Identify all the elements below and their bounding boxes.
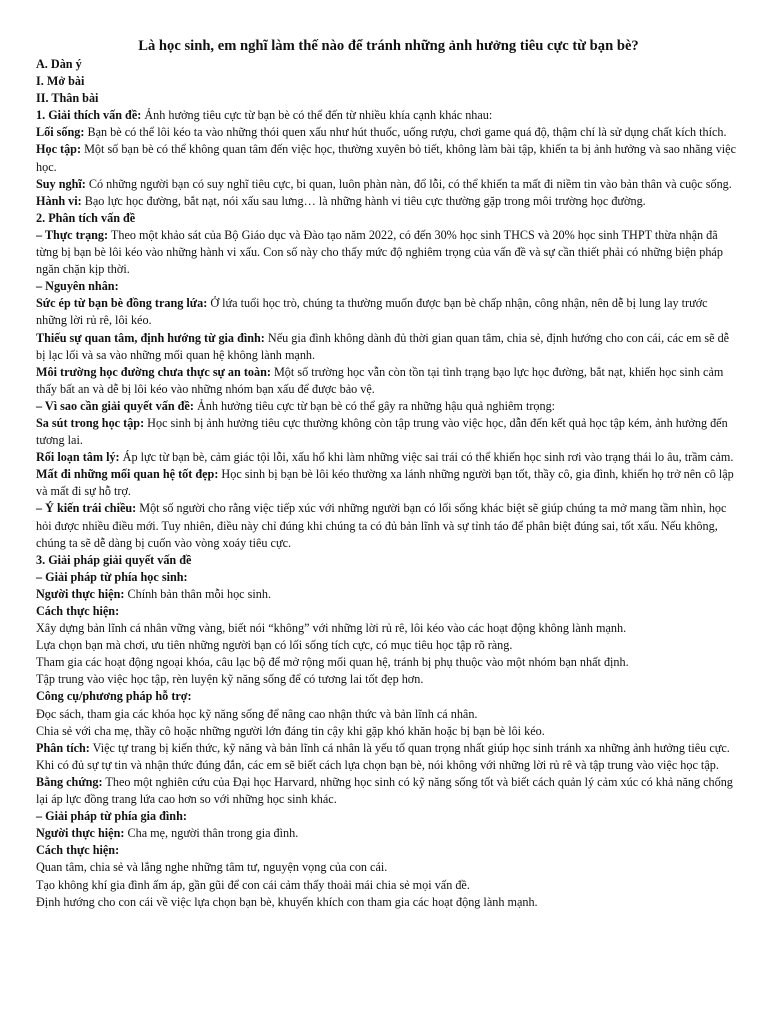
paragraph-label: A. Dàn ý <box>36 57 82 71</box>
paragraph <box>36 141 741 175</box>
paragraph <box>36 398 741 415</box>
paragraph-label: Cách thực hiện: <box>36 843 120 858</box>
paragraph-text: Quan tâm, chia sẻ và lắng nghe những tâm tư, nguyện vọng của con cái. <box>36 860 388 875</box>
paragraph <box>36 569 741 586</box>
paragraph-label: – Ý kiến trái chiều: <box>36 501 137 516</box>
paragraph <box>36 193 741 210</box>
paragraph <box>36 176 741 193</box>
paragraph-label: Mất đi những mối quan hệ tốt đẹp: <box>36 467 219 482</box>
paragraph-label: Rối loạn tâm lý: <box>36 450 120 465</box>
paragraph-label: Bằng chứng: <box>36 774 103 789</box>
paragraph-label: Người thực hiện: <box>36 826 125 841</box>
paragraph-text: Lựa chọn bạn mà chơi, ưu tiên những người bạn có lối sống tích cực, có mục tiêu học tập rõ ràng. <box>36 638 513 653</box>
paragraph-text: Ảnh hưởng tiêu cực từ bạn bè có thể đến từ nhiều khía cạnh khác nhau: <box>141 108 493 123</box>
paragraph <box>36 774 741 808</box>
paragraph-label: Lối sống: <box>36 125 85 140</box>
paragraph <box>36 620 741 637</box>
paragraph-label: Suy nghĩ: <box>36 176 86 191</box>
paragraph <box>36 552 741 569</box>
paragraph <box>36 740 741 774</box>
paragraph <box>36 586 741 603</box>
paragraph <box>36 706 741 723</box>
paragraph-text: Bạn bè có thể lôi kéo ta vào những thói quen xấu như hút thuốc, uống rượu, chơi game quá độ, thậm chí là sử dụng chất kích thích. <box>84 125 727 140</box>
paragraph <box>36 364 741 398</box>
paragraph-label: – Thực trạng: <box>36 227 109 242</box>
paragraph <box>36 842 741 859</box>
paragraph-label: Môi trường học đường chưa thực sự an toàn: <box>36 364 271 379</box>
paragraph-text: Theo một nghiên cứu của Đại học Harvard, những học sinh có kỹ năng sống tốt và biết cách quản lý cảm xúc có khả năng chống lại áp lực đồng trang lứa cao hơn so với những học sinh khác. <box>36 774 733 807</box>
paragraph-label: Hành vi: <box>36 193 82 208</box>
paragraph-label: I. Mở bài <box>36 74 85 89</box>
paragraph <box>36 210 741 227</box>
paragraph-label: Người thực hiện: <box>36 586 125 601</box>
paragraph <box>36 859 741 876</box>
paragraph-label: Cách thực hiện: <box>36 604 120 618</box>
paragraph-text: Chia sẻ với cha mẹ, thầy cô hoặc những người lớn đáng tin cậy khi gặp khó khăn hoặc bị bạn bè lôi kéo. <box>36 723 545 738</box>
paragraph-text: Chính bản thân mỗi học sinh. <box>124 586 271 601</box>
paragraph-text: Tham gia các hoạt động ngoại khóa, câu lạc bộ để mở rộng mối quan hệ, tránh bị phụ thuộc vào một nhóm bạn nhất định. <box>36 655 629 670</box>
paragraph-text: Theo một khảo sát của Bộ Giáo dục và Đào tạo năm 2022, có đến 30% học sinh THCS và 20% học sinh THPT thừa nhận đã từng bị bạn bè lôi kéo vào những hành vi xấu. Con số này cho thấy mức độ nghiêm trọng của vấn đề và sự cần thiết phải có những biện pháp ngăn chặn kịp thời. <box>36 227 723 277</box>
paragraph <box>36 894 741 911</box>
paragraph <box>36 90 741 107</box>
paragraph <box>36 723 741 740</box>
paragraph <box>36 688 741 705</box>
paragraph <box>36 107 741 124</box>
paragraph-text: Định hướng cho con cái về việc lựa chọn bạn bè, khuyến khích con tham gia các hoạt động lành mạnh. <box>36 894 538 909</box>
paragraph-label: Sa sút trong học tập: <box>36 415 145 430</box>
paragraph <box>36 877 741 894</box>
paragraph-text: Ở lứa tuổi học trò, chúng ta thường muốn được bạn bè chấp nhận, công nhận, nên dễ bị lung lay trước những lời rủ rê, lôi kéo. <box>36 296 708 328</box>
paragraph-text: Tập trung vào việc học tập, rèn luyện kỹ năng sống để có tương lai tốt đẹp hơn. <box>36 672 424 687</box>
paragraph-text: Xây dựng bản lĩnh cá nhân vững vàng, biết nói “không” với những lời rủ rê, lôi kéo vào các hoạt động không lành mạnh. <box>36 621 627 636</box>
paragraph-text: Bạo lực học đường, bắt nạt, nói xấu sau lưng… là những hành vi tiêu cực thường gặp trong môi trường học đường. <box>81 193 646 208</box>
paragraph-text: Học sinh bị ảnh hưởng tiêu cực thường không còn tập trung vào việc học, dẫn đến kết quả học tập kém, ảnh hưởng đến tương lai. <box>36 415 728 448</box>
paragraph-text: Một số trường học vẫn còn tồn tại tình trạng bạo lực học đường, bắt nạt, khiến học sinh cảm thấy bất an và dễ bị lôi kéo vào những nhóm bạn xấu để được bảo vệ. <box>36 364 724 396</box>
paragraph-text: Áp lực từ bạn bè, cảm giác tội lỗi, xấu hổ khi làm những việc sai trái có thể khiến học sinh rơi vào trạng thái lo âu, trầm cảm. <box>119 450 734 465</box>
paragraph-label: II. Thân bài <box>36 91 99 106</box>
paragraph-label: – Vì sao cần giải quyết vấn đề: <box>36 398 194 413</box>
paragraph-label: 1. Giải thích vấn đề: <box>36 108 142 123</box>
document-title: Là học sinh, em nghĩ làm thế nào để tránh những ảnh hưởng tiêu cực từ bạn bè? <box>138 38 639 54</box>
paragraph-label: 3. Giải pháp giải quyết vấn đề <box>36 552 192 567</box>
paragraph <box>36 227 741 278</box>
paragraph <box>36 415 741 449</box>
paragraph <box>36 637 741 654</box>
paragraph <box>36 330 741 364</box>
paragraph-text: Việc tự trang bị kiến thức, kỹ năng và bản lĩnh cá nhân là yếu tố quan trọng nhất giúp học sinh tránh xa những ảnh hưởng tiêu cực. Khi có đủ sự tự tin và nhận thức đúng đắn, các em sẽ biết cách lựa chọn bạn bè, nói không với những lời rủ rê và tập trung vào việc học tập. <box>36 740 730 772</box>
paragraph <box>36 808 741 825</box>
paragraph <box>36 654 741 671</box>
paragraph-label: – Giải pháp từ phía gia đình: <box>36 809 187 824</box>
paragraph-label: – Nguyên nhân: <box>36 279 119 294</box>
paragraph-label: 2. Phân tích vấn đề <box>36 210 136 225</box>
paragraph-text: Một số người cho rằng việc tiếp xúc với những người bạn có lối sống khác biệt sẽ giúp chúng ta mở mang tầm nhìn, học hỏi được nhiều điều mới. Tuy nhiên, điều này chỉ đúng khi chúng ta có đủ bản lĩnh và sự tỉnh táo để phân biệt đúng sai, tốt xấu. Nếu không, chúng ta sẽ dễ dàng bị cuốn vào vòng xoáy tiêu cực. <box>36 501 727 550</box>
paragraph-label: Công cụ/phương pháp hỗ trợ: <box>36 689 192 704</box>
paragraph <box>36 603 741 620</box>
paragraph <box>36 466 741 500</box>
paragraph-text: Có những người bạn có suy nghĩ tiêu cực, bi quan, luôn phàn nàn, đổ lỗi, có thể khiến ta mất đi niềm tin vào bản thân và cuộc sống. <box>85 176 732 191</box>
paragraph-label: – Giải pháp từ phía học sinh: <box>36 569 188 584</box>
paragraph <box>36 124 741 141</box>
paragraph <box>36 56 741 73</box>
paragraph <box>36 73 741 90</box>
paragraph-label: Thiếu sự quan tâm, định hướng từ gia đình: <box>36 330 265 345</box>
paragraph-text: Cha mẹ, người thân trong gia đình. <box>124 826 299 841</box>
paragraph-text: Ảnh hưởng tiêu cực từ bạn bè có thể gây ra những hậu quả nghiêm trọng: <box>193 398 556 413</box>
paragraph <box>36 825 741 842</box>
paragraph-label: Phân tích: <box>36 740 90 755</box>
paragraph <box>36 671 741 688</box>
paragraph-text: Học sinh bị bạn bè lôi kéo thường xa lánh những người bạn tốt, thầy cô, gia đình, khiến họ trở nên cô lập và mất đi sự hỗ trợ. <box>36 467 734 499</box>
paragraph-text: Nếu gia đình không dành đủ thời gian quan tâm, chia sẻ, định hướng cho con cái, các em sẽ dễ bị lạc lối và sa vào những mối quan hệ không lành mạnh. <box>36 330 730 362</box>
paragraph-text: Một số bạn bè có thể không quan tâm đến việc học, thường xuyên bỏ tiết, không làm bài tập, khiến ta bị ảnh hưởng và sao nhãng việc học. <box>36 142 736 174</box>
paragraph-text: Tạo không khí gia đình ấm áp, gần gũi để con cái cảm thấy thoải mái chia sẻ mọi vấn đề. <box>36 877 470 892</box>
paragraph-text: Đọc sách, tham gia các khóa học kỹ năng sống để nâng cao nhận thức và bản lĩnh cá nhân. <box>36 706 478 721</box>
document-body <box>36 56 741 911</box>
paragraph-label: Sức ép từ bạn bè đồng trang lứa: <box>36 296 208 311</box>
paragraph <box>36 449 741 466</box>
paragraph <box>36 295 741 329</box>
paragraph <box>36 278 741 295</box>
paragraph-label: Học tập: <box>36 142 82 157</box>
paragraph <box>36 500 741 551</box>
